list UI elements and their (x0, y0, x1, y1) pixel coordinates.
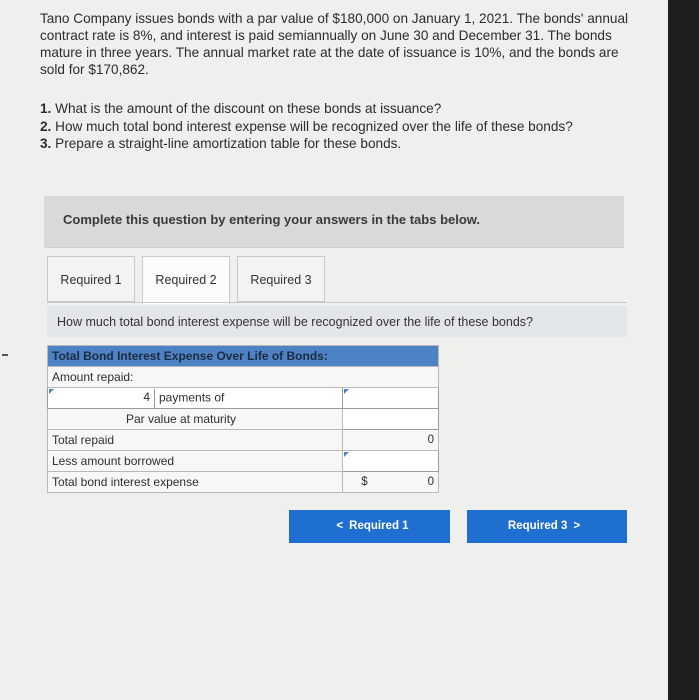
total-repaid-label: Total repaid (48, 430, 343, 451)
next-required-button[interactable] (467, 510, 627, 543)
less-borrowed-label: Less amount borrowed (48, 451, 343, 472)
question-number: 2. (40, 118, 52, 134)
question-number: 1. (40, 101, 52, 116)
payments-label: payments of (159, 390, 225, 405)
tab-required-2[interactable]: Required 2 (142, 256, 230, 304)
less-borrowed-input[interactable] (343, 451, 439, 472)
tab-required-3[interactable]: Required 3 (237, 256, 325, 302)
total-interest-value: 0 (427, 476, 434, 488)
question-number: 3. (40, 136, 52, 151)
amount-repaid-label: Amount repaid: (48, 367, 439, 388)
question-text: Prepare a straight-line amortization table for these bonds. (55, 136, 402, 151)
prev-required-button[interactable] (289, 510, 450, 543)
question-text: What is the amount of the discount on these bonds at issuance? (55, 101, 442, 116)
chevron-left-icon: < (336, 520, 344, 532)
table-row (48, 472, 439, 493)
interest-expense-table (47, 345, 439, 493)
total-interest-label: Total bond interest expense (48, 472, 343, 493)
table-row (48, 451, 439, 472)
instruction-banner (44, 196, 624, 248)
table-header: Total Bond Interest Expense Over Life of Bonds: (48, 346, 439, 367)
prev-button-label: Required 1 (349, 520, 409, 532)
table-row (48, 430, 439, 451)
par-value-input[interactable] (343, 409, 439, 430)
table-row (48, 409, 439, 430)
table-row (48, 388, 439, 409)
total-repaid-value: 0 (343, 430, 439, 451)
total-interest-cell (343, 472, 439, 493)
payments-row-cell[interactable] (48, 388, 343, 409)
currency-symbol: $ (361, 476, 368, 488)
active-question-text: How much total bond interest expense will be recognized over the life of these bonds? (57, 315, 533, 329)
payments-amount-input[interactable] (343, 388, 439, 409)
active-question-bar (47, 306, 627, 337)
table-header-row (48, 346, 439, 367)
chevron-right-icon: > (573, 520, 581, 532)
page-edge-mark (2, 354, 8, 356)
problem-text: Tano Company issues bonds with a par value of $180,000 on January 1, 2021. The bonds' annual contract rate is 8%, and interest is paid semiannually on June 30 and December 31. The bonds mature in three years. The annual market rate at the date of issuance is 10%, and the bonds are sold for $170,862. (40, 11, 629, 77)
tab-required-1[interactable]: Required 1 (47, 256, 135, 302)
question-item (40, 118, 630, 136)
tab-divider (47, 302, 627, 303)
par-value-label: Par value at maturity (48, 409, 343, 430)
question-item (40, 100, 630, 118)
problem-statement (40, 10, 630, 78)
next-button-label: Required 3 (507, 520, 568, 532)
table-row (48, 367, 439, 388)
instruction-text: Complete this question by entering your answers in the tabs below. (63, 212, 481, 227)
question-list (40, 100, 630, 153)
cell-divider (154, 389, 155, 408)
question-text: How much total bond interest expense will be recognized over the life of these bonds? (55, 118, 573, 134)
question-item (40, 135, 630, 153)
payments-count: 4 (143, 390, 150, 405)
